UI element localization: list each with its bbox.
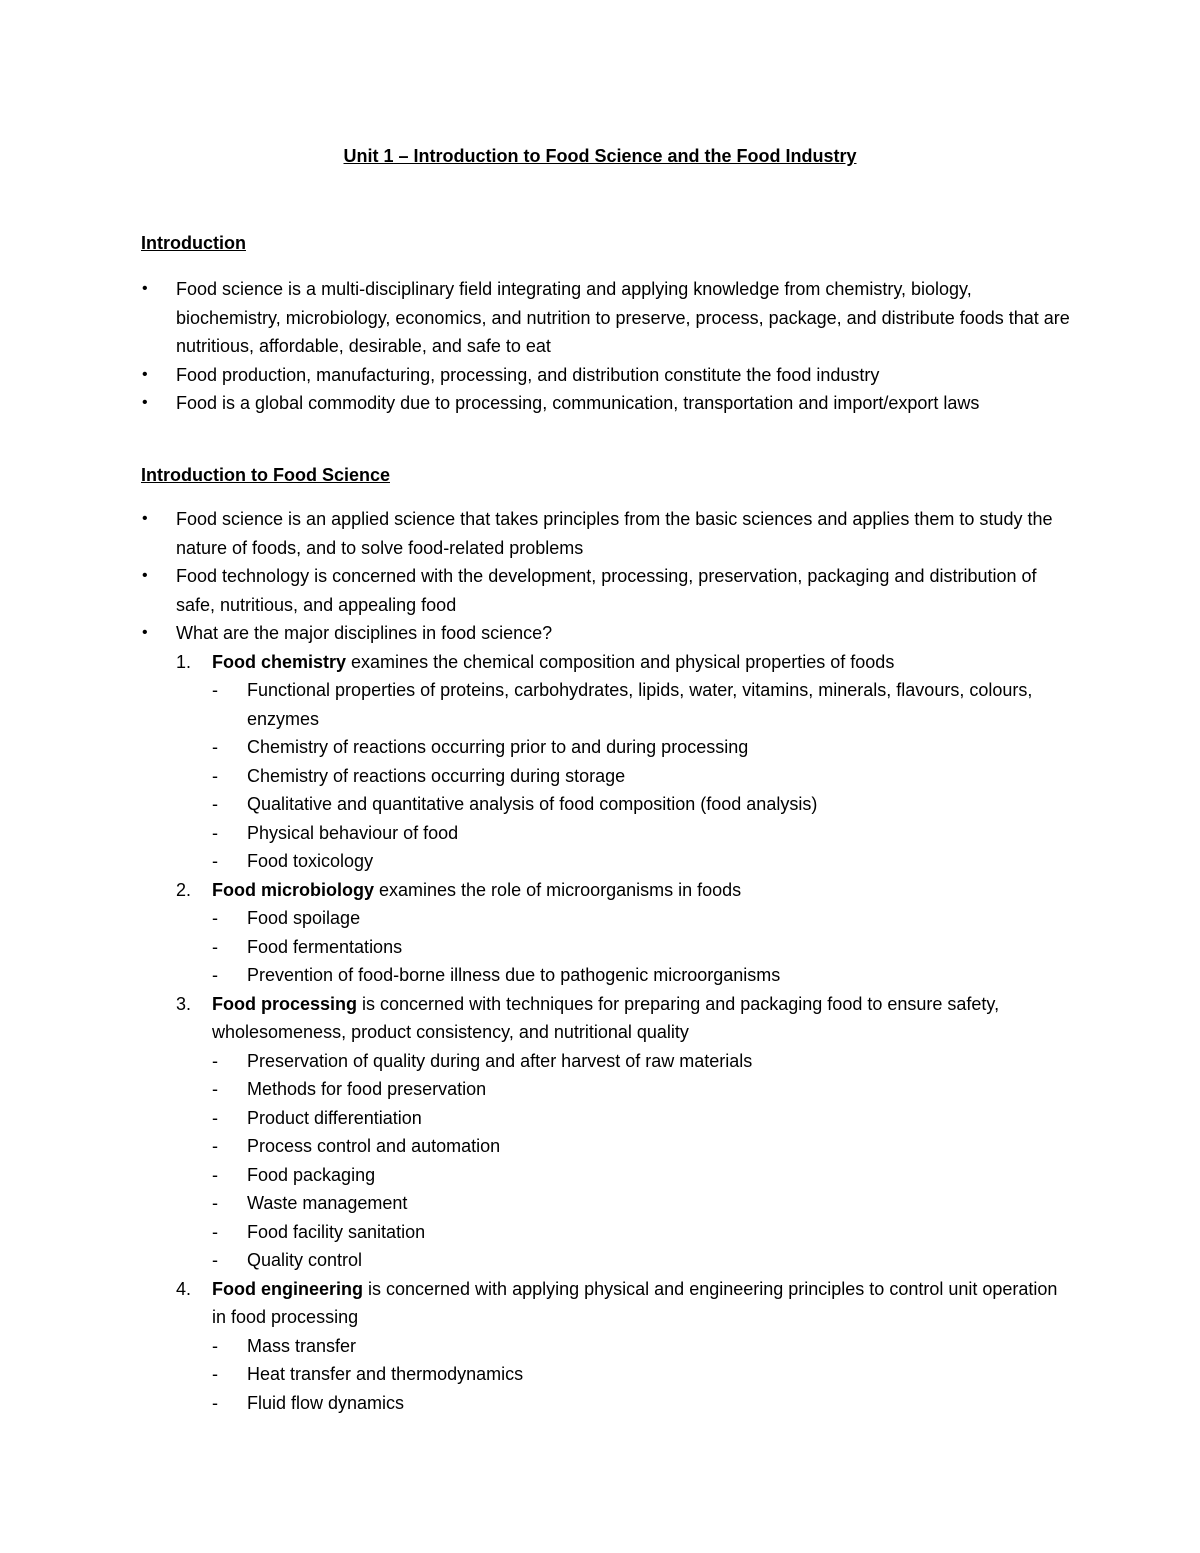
list-item: [0, 1161, 1200, 1190]
list-item: [0, 819, 1200, 848]
introduction-bullet-list: [0, 275, 1200, 418]
sub-item-text: Quality control: [247, 1250, 363, 1270]
sub-item-text: Methods for food preservation: [247, 1079, 487, 1099]
bullet-text: Food technology is concerned with the development, processing, preservation, packaging and distribution of safe, nutritious, and appealing food: [176, 566, 1037, 615]
list-number: 1.: [176, 651, 192, 672]
list-item: [0, 1104, 1200, 1133]
list-item: [0, 562, 1200, 619]
sub-item-text: Fluid flow dynamics: [247, 1392, 405, 1413]
section-heading-introduction: Introduction: [141, 233, 246, 253]
section-heading-food-science: Introduction to Food Science: [141, 465, 390, 485]
list-item: [0, 1075, 1200, 1104]
sub-item-text: Chemistry of reactions occurring during storage: [247, 765, 626, 786]
list-item: [0, 619, 1200, 648]
dash-icon: -: [212, 1221, 218, 1242]
list-item: [0, 1189, 1200, 1218]
bullet-icon: •: [142, 394, 148, 411]
list-number: 4.: [176, 1278, 192, 1299]
sub-item-text: Heat transfer and thermodynamics: [247, 1364, 524, 1384]
sub-item-text: Food packaging: [247, 1164, 376, 1185]
bullet-text: What are the major disciplines in food science?: [176, 623, 553, 643]
sub-item-text: Qualitative and quantitative analysis of food composition (food analysis): [247, 794, 818, 814]
discipline-description: examines the role of microorganisms in foods: [374, 879, 742, 900]
list-item: [0, 1332, 1200, 1361]
sub-item-text: Functional properties of proteins, carbohydrates, lipids, water, vitamins, minerals, flavours, colours, enzymes: [247, 680, 1033, 729]
list-item: [0, 961, 1200, 990]
list-item: [0, 1389, 1200, 1418]
bullet-text: Food science is an applied science that takes principles from the basic sciences and applies them to study the nature of foods, and to solve food-related problems: [176, 509, 1053, 558]
discipline-term: Food chemistry: [212, 651, 347, 672]
food-processing-sub-list: [0, 1047, 1200, 1275]
sub-item-text: Waste management: [247, 1193, 408, 1213]
food-microbiology-sub-list: [0, 904, 1200, 990]
list-item: [0, 505, 1200, 562]
list-number: 2.: [176, 879, 192, 900]
list-item: [0, 1246, 1200, 1275]
discipline-term: Food microbiology: [212, 879, 374, 900]
dash-icon: -: [212, 1250, 218, 1270]
food-chemistry-sub-list: [0, 676, 1200, 876]
dash-icon: -: [212, 680, 218, 700]
list-item: [0, 762, 1200, 791]
discipline-description: examines the chemical composition and physical properties of foods: [346, 651, 895, 672]
dash-icon: -: [212, 1164, 218, 1185]
discipline-description: is concerned with applying physical and engineering principles to control unit operation in food processing: [212, 1278, 1058, 1327]
list-item: [0, 847, 1200, 876]
bullet-icon: •: [142, 280, 148, 297]
sub-item-text: Physical behaviour of food: [247, 822, 459, 843]
bullet-icon: •: [142, 624, 148, 641]
bullet-text: Food is a global commodity due to processing, communication, transportation and import/export laws: [176, 393, 980, 413]
sub-item-text: Chemistry of reactions occurring prior to and during processing: [247, 737, 749, 757]
bullet-text: Food science is a multi-disciplinary field integrating and applying knowledge from chemistry, biology, biochemistry, microbiology, economics, and nutrition to preserve, process, package, and distribute foods that are nutritious, affordable, desirable, and safe to eat: [176, 279, 1070, 356]
dash-icon: -: [212, 936, 218, 957]
discipline-term: Food processing: [212, 993, 358, 1014]
list-item: [0, 1218, 1200, 1247]
bullet-icon: •: [142, 510, 148, 527]
discipline-food-engineering: [0, 1275, 1200, 1332]
sub-item-text: Preservation of quality during and after harvest of raw materials: [247, 1050, 753, 1071]
discipline-term: Food engineering: [212, 1278, 363, 1299]
dash-icon: -: [212, 1107, 218, 1128]
dash-icon: -: [212, 965, 218, 985]
discipline-food-processing: [0, 990, 1200, 1047]
sub-list-container: [0, 904, 1200, 990]
sub-item-text: Mass transfer: [247, 1335, 357, 1356]
dash-icon: -: [212, 1364, 218, 1384]
dash-icon: -: [212, 794, 218, 814]
list-item: [0, 1132, 1200, 1161]
list-item: [0, 676, 1200, 733]
dash-icon: -: [212, 822, 218, 843]
sub-list-container: [0, 676, 1200, 876]
sub-item-text: Food toxicology: [247, 851, 374, 871]
list-item: [0, 904, 1200, 933]
list-item: [0, 733, 1200, 762]
sub-item-text: Food spoilage: [247, 908, 361, 928]
dash-icon: -: [212, 908, 218, 928]
list-item: [0, 361, 1200, 390]
sub-item-text: Food fermentations: [247, 936, 403, 957]
list-number: 3.: [176, 993, 192, 1014]
sub-item-text: Food facility sanitation: [247, 1221, 426, 1242]
sub-item-text: Product differentiation: [247, 1107, 422, 1128]
discipline-description: is concerned with techniques for preparing and packaging food to ensure safety, wholesomeness, product consistency, and nutritional quality: [212, 993, 1000, 1042]
discipline-food-microbiology: [0, 876, 1200, 905]
dash-icon: -: [212, 737, 218, 757]
dash-icon: -: [212, 1193, 218, 1213]
document-title: Unit 1 – Introduction to Food Science and the Food Industry: [343, 146, 857, 166]
dash-icon: -: [212, 765, 218, 786]
sub-item-text: Prevention of food-borne illness due to pathogenic microorganisms: [247, 965, 781, 985]
bullet-text: Food production, manufacturing, processing, and distribution constitute the food industry: [176, 364, 880, 385]
list-item: [0, 389, 1200, 418]
list-item: [0, 1360, 1200, 1389]
food-science-bullet-list: [0, 505, 1200, 1417]
bullet-icon: •: [142, 365, 148, 383]
dash-icon: -: [212, 1136, 218, 1156]
dash-icon: -: [212, 1079, 218, 1099]
list-item: [0, 790, 1200, 819]
dash-icon: -: [212, 1392, 218, 1413]
dash-icon: -: [212, 851, 218, 871]
bullet-icon: •: [142, 567, 148, 584]
sub-list-container: [0, 1332, 1200, 1418]
sub-list-container: [0, 1047, 1200, 1275]
list-item: [0, 933, 1200, 962]
dash-icon: -: [212, 1335, 218, 1356]
dash-icon: -: [212, 1050, 218, 1071]
discipline-food-chemistry: [0, 648, 1200, 677]
list-item: [0, 275, 1200, 361]
sub-item-text: Process control and automation: [247, 1136, 501, 1156]
food-engineering-sub-list: [0, 1332, 1200, 1418]
list-item: [0, 1047, 1200, 1076]
